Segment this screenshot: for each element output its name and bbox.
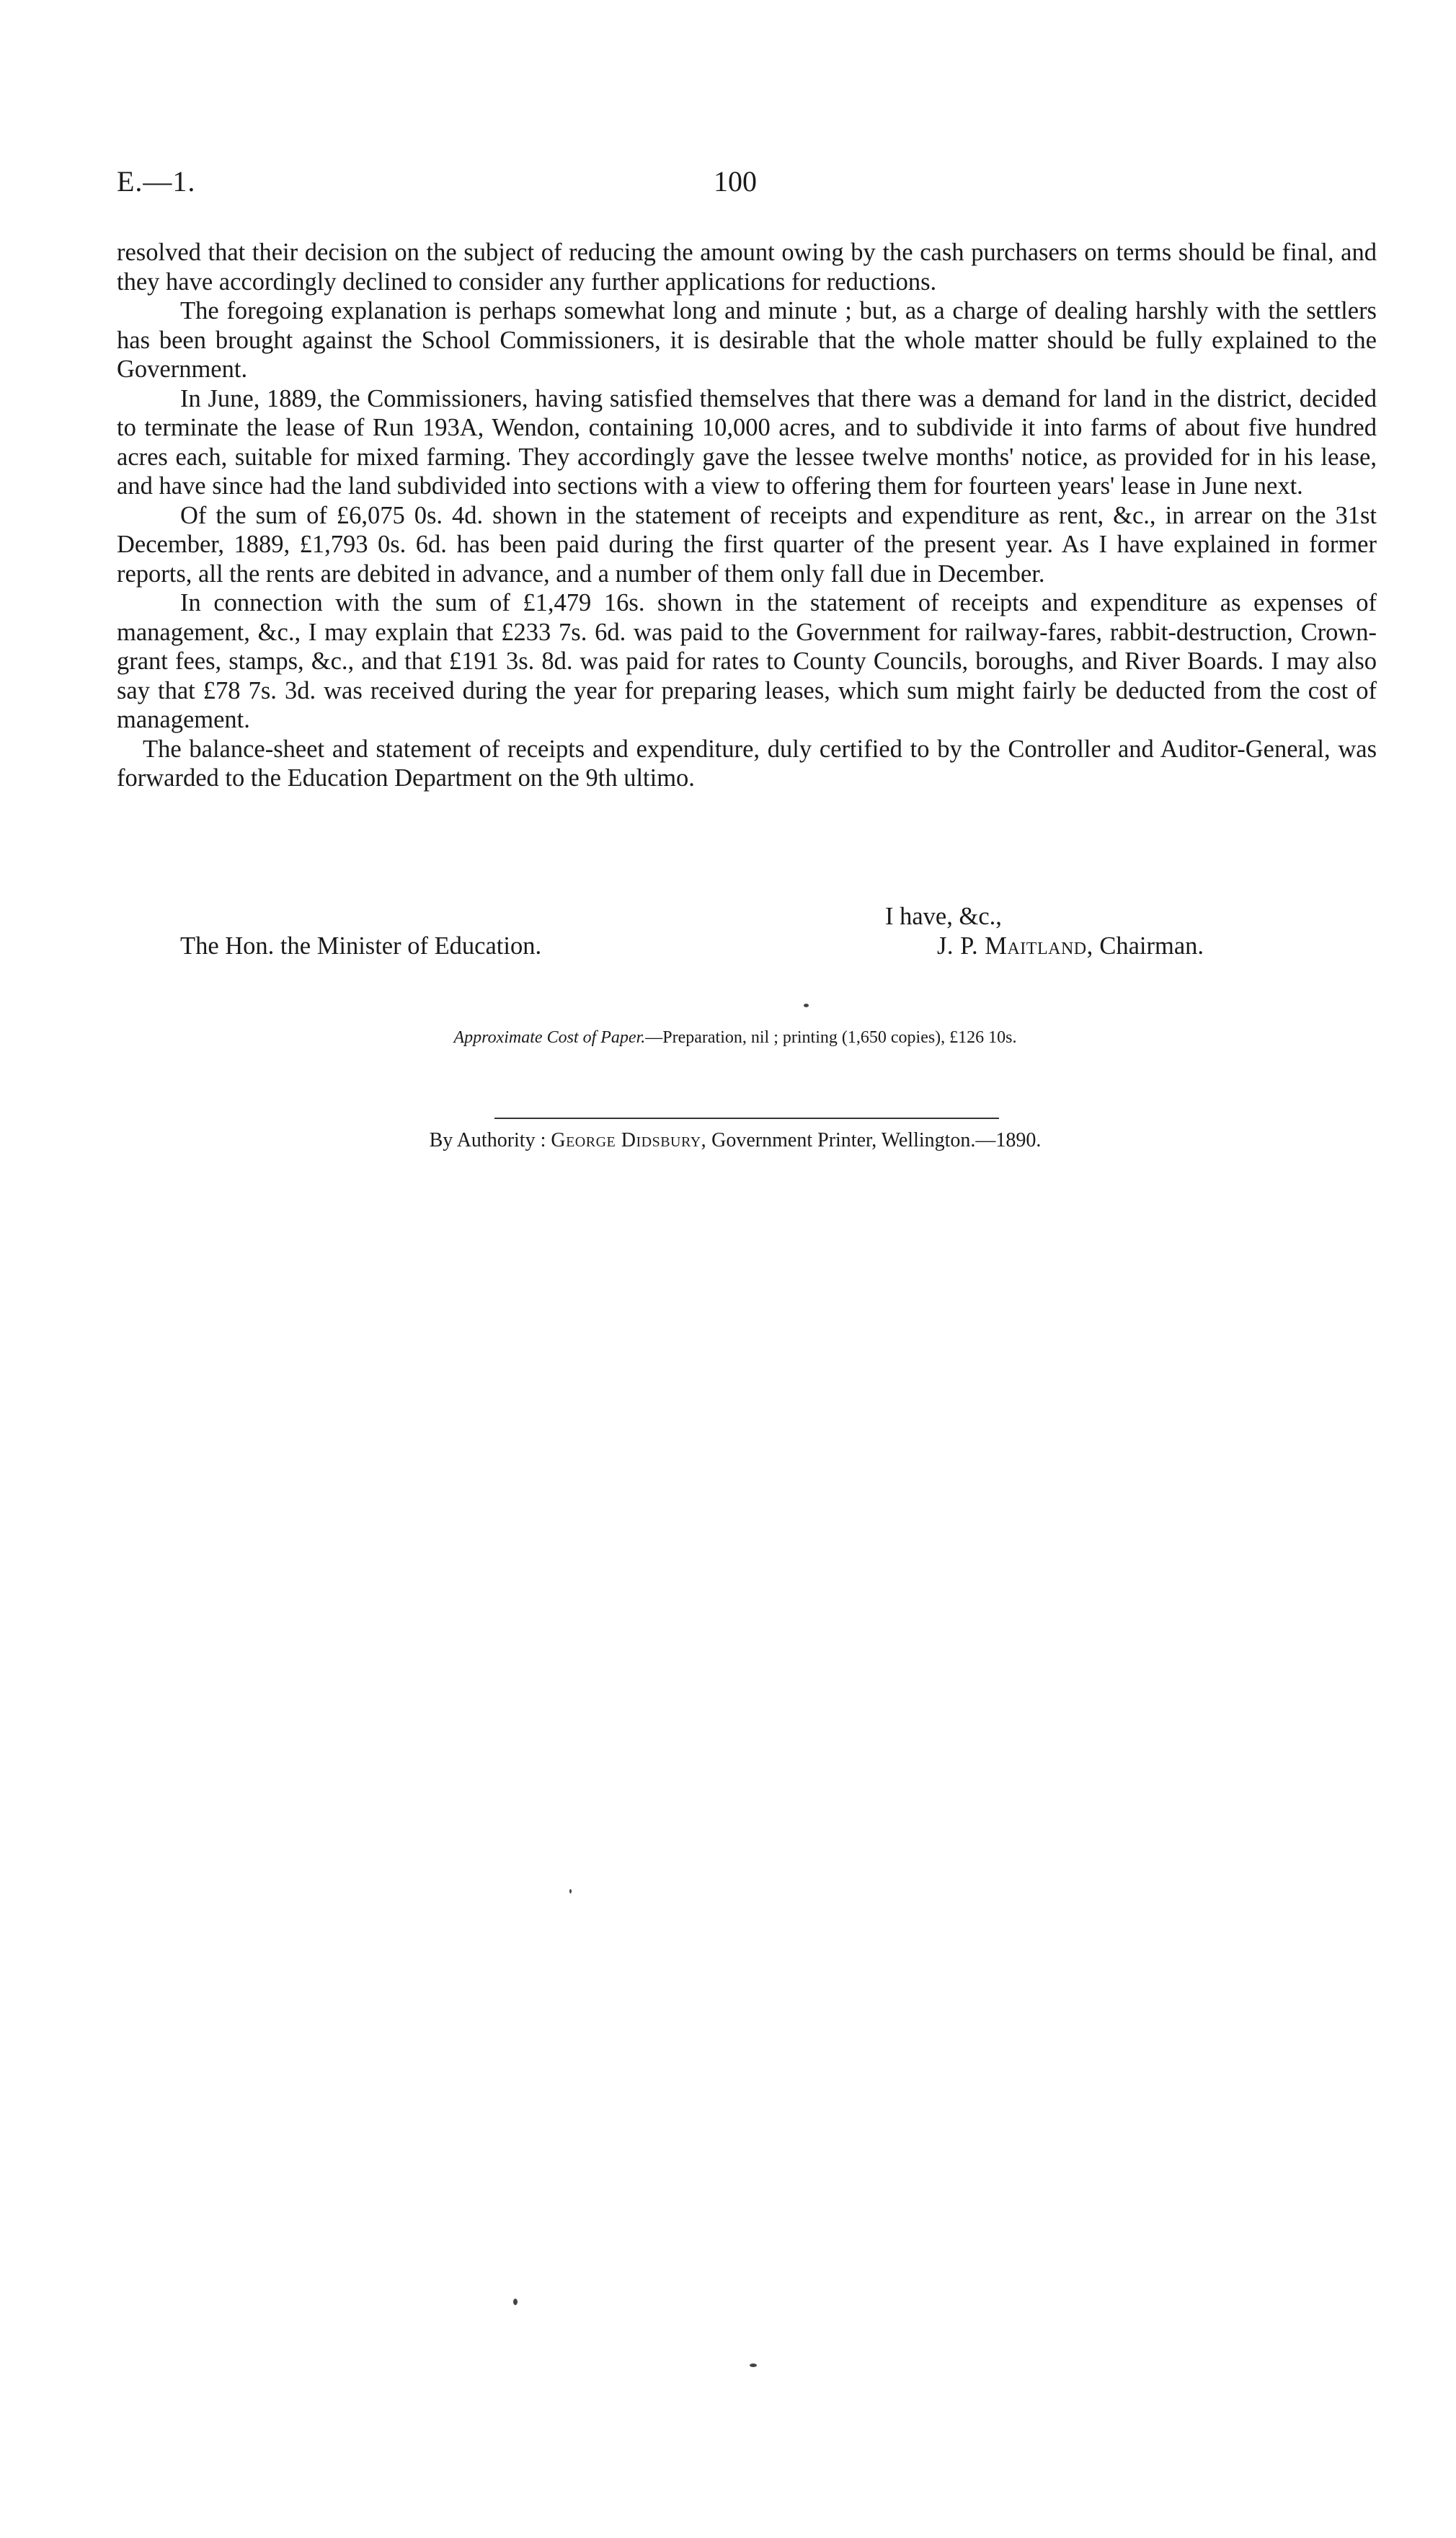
cost-label: Approximate Cost of Paper. bbox=[453, 1028, 646, 1047]
scan-speck bbox=[569, 1889, 572, 1893]
paragraph-rent-arrears: Of the sum of £6,075 0s. 4d. shown in the statement of receipts and expenditure as rent, &c., in arrear on the 31st December, 1889, £1,793 0s. 6d. has been paid during the first quarter of the present year. As I have explained in former reports, all the rents are debited in advance, and a number of them only fall due in December. bbox=[117, 501, 1377, 588]
report-body bbox=[117, 238, 1377, 793]
cost-of-paper-note bbox=[0, 1028, 1456, 1048]
printer-name: George Didsbury, bbox=[551, 1129, 707, 1151]
signature-block bbox=[937, 932, 1204, 960]
footer-divider bbox=[494, 1118, 999, 1119]
printer-imprint bbox=[0, 1129, 1456, 1152]
paragraph-reductions: resolved that their decision on the subject of reducing the amount owing by the cash purchasers on terms should be final, and they have accordingly declined to consider any further applications for reductions. bbox=[117, 239, 1377, 296]
addressee: The Hon. the Minister of Education. bbox=[180, 932, 542, 960]
signatory-title: Chairman. bbox=[1099, 932, 1204, 960]
paragraph-run-lease: In June, 1889, the Commissioners, having satisfied themselves that there was a demand for land in the district, decided to terminate the lease of Run 193A, Wendon, containing 10,000 acres, and to subdivide it into farms of about five hundred acres each, suitable for mixed farming. They accordingly gave the lessee twelve months' notice, as provided for in his lease, and have since had the land subdivided into sections with a view to offering them for fourteen years' lease in June next. bbox=[117, 384, 1377, 500]
paragraph-balance-sheet: The balance-sheet and statement of receipts and expenditure, duly certified to by the Controller and Auditor-General, was forwarded to the Education Department on the 9th ultimo. bbox=[117, 735, 1377, 792]
signatory-name: J. P. Maitland, bbox=[937, 932, 1093, 960]
scan-speck bbox=[513, 2299, 518, 2305]
imprint-prefix: By Authority : bbox=[429, 1129, 546, 1151]
valediction: I have, &c., bbox=[885, 903, 1002, 930]
page-number: 100 bbox=[714, 165, 757, 198]
scan-speck bbox=[750, 2364, 757, 2367]
paragraph-explanation: The foregoing explanation is perhaps somewhat long and minute ; but, as a charge of dealing harshly with the settlers has been brought against the School Commissioners, it is desirable that the whole matter should be fully explained to the Government. bbox=[117, 297, 1377, 383]
imprint-suffix: Government Printer, Wellington.—1890. bbox=[711, 1129, 1042, 1151]
scan-speck bbox=[804, 1004, 809, 1007]
page-identifier: E.—1. bbox=[117, 165, 196, 198]
cost-detail: —Preparation, nil ; printing (1,650 copies), £126 10s. bbox=[645, 1028, 1017, 1047]
paragraph-management-expenses: In connection with the sum of £1,479 16s. shown in the statement of receipts and expenditure as expenses of management, &c., I may explain that £233 7s. 6d. was paid to the Government for railway-fares, rabbit-destruction, Crown-grant fees, stamps, &c., and that £191 3s. 8d. was paid for rates to County Councils, boroughs, and River Boards. I may also say that £78 7s. 3d. was received during the year for preparing leases, which sum might fairly be deducted from the cost of management. bbox=[117, 589, 1377, 733]
